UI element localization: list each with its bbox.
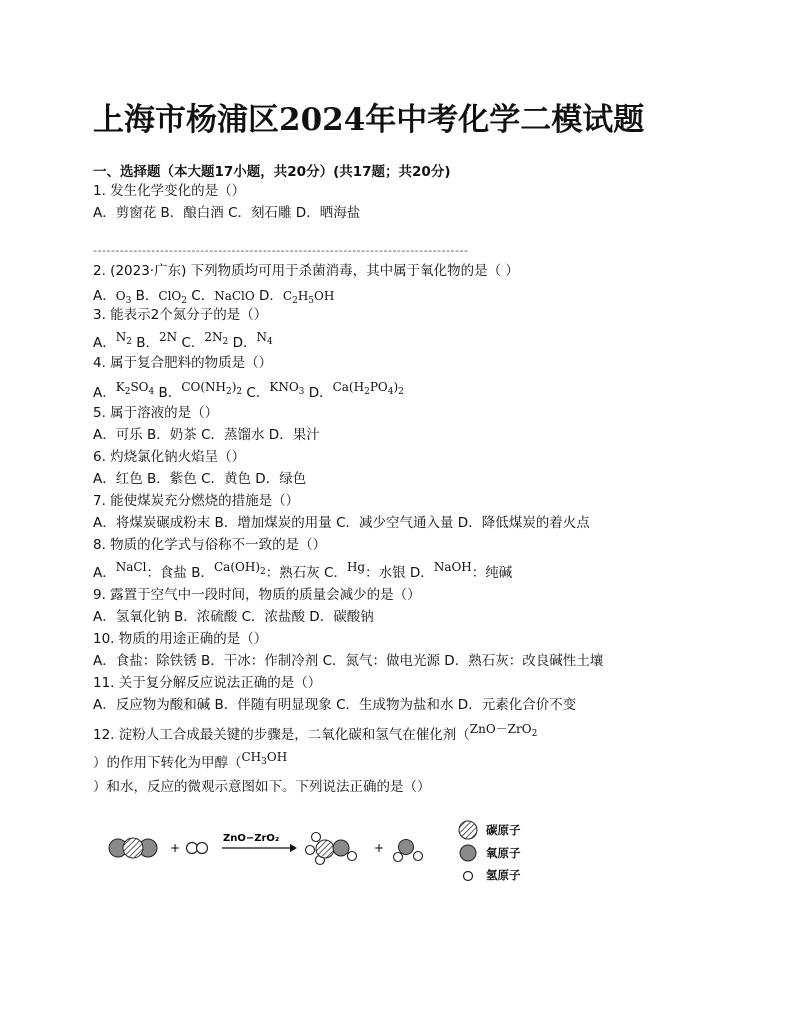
question-12-stem-part1: 12. 淀粉人工合成最关键的步骤是，二氧化碳和氢气在催化剂（ZnO－ZrO$_2$ — [93, 722, 538, 743]
question-9-options: A．氢氧化钠 B．浓硫酸 C．浓盐酸 D．碳酸钠 — [93, 609, 374, 625]
question-8-stem: 8. 物质的化学式与俗称不一致的是（） — [93, 537, 327, 553]
question-10-stem: 10. 物质的用途正确的是（） — [93, 631, 268, 647]
question-1-options: A．剪窗花 B．酿白酒 C．刻石雕 D．晒海盐 — [93, 205, 361, 221]
co2-molecule — [109, 838, 157, 858]
question-12-stem-part2: ）的作用下转化为甲醇（$CH_3OH$ — [93, 750, 288, 771]
question-8-options: A．NaCl：食盐 B．$Ca(OH)_2$：熟石灰 C．Hg：水银 D．NaOH：纯碱 — [93, 560, 513, 581]
question-6-options: A．红色 B．紫色 C．黄色 D．绿色 — [93, 471, 307, 487]
divider: ------------------------------------------------------------------------------------ — [93, 244, 469, 257]
svg-text:ZnO−ZrO₂: ZnO−ZrO₂ — [223, 833, 280, 844]
legend-oxygen-icon — [458, 843, 478, 863]
reaction-diagram — [100, 812, 430, 882]
question-5-stem: 5. 属于溶液的是（） — [93, 405, 219, 421]
page-title: 上海市杨浦区2024年中考化学二模试题 — [93, 102, 645, 138]
legend-hydrogen-label: 氢原子 — [486, 868, 521, 882]
question-4-options: A．$K_2SO_4$ B．$CO(NH_2)_2$ C．$KNO_3$ D．$Ca(H_2PO_4)_2$ — [93, 380, 404, 401]
plus-sign: + — [374, 841, 385, 855]
water-molecule — [394, 840, 423, 862]
question-7-stem: 7. 能使煤炭充分燃烧的措施是（） — [93, 493, 300, 509]
reaction-arrow — [222, 833, 297, 852]
legend-oxygen-label: 氧原子 — [486, 846, 521, 860]
question-2-options: A．$O_3$ B．ClO$_2$ C．NaClO D．$C_2H_5OH$ — [93, 288, 335, 306]
question-11-stem: 11. 关于复分解反应说法正确的是（） — [93, 675, 322, 691]
plus-sign: + — [170, 841, 181, 855]
question-1-stem: 1. 发生化学变化的是（） — [93, 183, 246, 199]
methanol-molecule — [306, 833, 357, 865]
h2-molecule — [187, 843, 208, 854]
legend-carbon-label: 碳原子 — [486, 823, 521, 837]
question-9-stem: 9. 露置于空气中一段时间，物质的质量会减少的是（） — [93, 587, 421, 603]
legend-hydrogen-icon — [461, 869, 475, 883]
section-header: 一、选择题（本大题17小题，共20分）(共17题；共20分) — [93, 164, 451, 180]
question-11-options: A．反应物为酸和碱 B．伴随有明显现象 C．生成物为盐和水 D．元素化合价不变 — [93, 697, 577, 713]
question-5-options: A．可乐 B．奶茶 C．蒸馏水 D．果汁 — [93, 427, 320, 443]
question-7-options: A．将煤炭碾成粉末 B．增加煤炭的用量 C．减少空气通入量 D．降低煤炭的着火点 — [93, 515, 590, 531]
question-3-stem: 3. 能表示2个氮分子的是（） — [93, 307, 268, 323]
question-6-stem: 6. 灼烧氯化钠火焰呈（） — [93, 449, 246, 465]
legend-carbon-icon — [456, 819, 480, 841]
question-10-options: A．食盐：除铁锈 B．干冰：作制冷剂 C．氮气：做电光源 D．熟石灰：改良碱性土壤 — [93, 653, 604, 669]
question-2-stem: 2. (2023·广东) 下列物质均可用于杀菌消毒，其中属于氧化物的是（ ） — [93, 263, 519, 279]
question-12-stem-part3: ）和水，反应的微观示意图如下。下列说法正确的是（） — [93, 779, 431, 795]
question-3-options: A．$N_2$ B．2N C．$2N_2$ D．$N_4$ — [93, 330, 273, 351]
question-4-stem: 4. 属于复合肥料的物质是（） — [93, 355, 273, 371]
